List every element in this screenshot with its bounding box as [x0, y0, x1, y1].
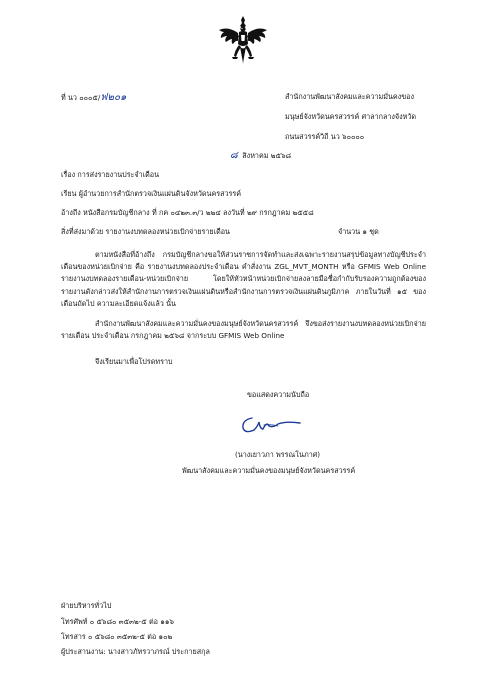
- body-paragraph-1: [61, 249, 426, 310]
- footer-fax: โทรสาร ๐ ๕๖๘๐ ๓๕๓๒-๕ ต่อ ๑๐๒: [61, 632, 173, 641]
- garuda-emblem: [216, 14, 270, 68]
- body-paragraph-2-text: สำนักงานพัฒนาสังคมและความมั่นคงของมนุษย์จังหวัดนครสวรรค์ จึงขอส่งรายงานงบทดลองหน่วยเบิกจ่ายรายเดือน ประจำเดือน กรกฎาคม ๒๕๖๘ จากระบบ GFMIS Web Online: [61, 319, 426, 341]
- subject-line: เรื่อง การส่งรายงานประจำเดือน: [61, 170, 160, 179]
- footer-phone: โทรศัพท์ ๐ ๕๖๘๐ ๓๕๓๒-๕ ต่อ ๑๑๖: [61, 617, 174, 626]
- signature: [238, 412, 308, 438]
- letter-date: [230, 151, 291, 161]
- signer-name: (นางเยาวภา พรรณโนภาศ): [235, 450, 321, 459]
- body-paragraph-3: จึงเรียนมาเพื่อโปรดทราบ: [95, 357, 173, 366]
- reference-number: [61, 93, 126, 103]
- sender-address-line-2: มนุษย์จังหวัดนครสวรรค์ ศาลากลางจังหวัด: [285, 112, 417, 121]
- addressee-line: เรียน ผู้อำนวยการสำนักตรวจเงินแผ่นดินจังหวัดนครสวรรค์: [61, 189, 242, 198]
- body-paragraph-1-text: ตามหนังสือที่อ้างถึง กรมบัญชีกลางขอให้ส่วนราชการจัดทำและส่งเฉพาะรายงานสรุปข้อมูลทางบัญชีประจำเดือนของหน่วยเบิกจ่าย คือ รายงานงบทดลองประจำเดือน คำสั่งงาน ZGL_MVT_MONTH หรือ GFMIS Web Online รายงานงบทดลองรายเดือน-หน่วยเบิกจ่าย โดยให้หัวหน้าหน่วยเบิกจ่ายลงลายมือชื่อกำกับรับรองความถูกต้องของรายงานดังกล่าวส่งให้สำนักงานการตรวจเงินแผ่นดินหรือสำนักงานการตรวจเงินแผ่นดินภูมิภาค ภายในวันที่ ๑๕ ของเดือนถัดไป ความละเอียดแจ้งแล้ว นั้น: [61, 250, 426, 308]
- footer-coordinator: ผู้ประสานงาน: นางสาวภัทรวาภรณ์ ประกายสกุล: [61, 647, 210, 656]
- closing-phrase: ขอแสดงความนับถือ: [247, 390, 310, 399]
- reference-number-label: ที่ นว ๐๐๐๕/: [61, 93, 101, 102]
- enclosure-line: สิ่งที่ส่งมาด้วย รายงานงบทดลองหน่วยเบิกจ่ายรายเดือน: [61, 227, 230, 236]
- sender-address-line-1: สำนักงานพัฒนาสังคมและความมั่นคงของ: [285, 92, 414, 101]
- reference-line: อ้างถึง หนังสือกรมบัญชีกลาง ที่ กค ๐๔๒๓.๓/ว ๒๒๔ ลงวันที่ ๒๙ กรกฎาคม ๒๕๕๘: [61, 208, 314, 217]
- body-paragraph-2: [61, 318, 426, 342]
- date-month-year: สิงหาคม ๒๕๖๘: [242, 151, 292, 160]
- enclosure-quantity: จำนวน ๑ ชุด: [338, 227, 379, 236]
- handwritten-reference: ฟ๒๐๑: [100, 92, 127, 103]
- handwritten-day: ๘: [230, 150, 238, 161]
- signer-position: พัฒนาสังคมและความมั่นคงของมนุษย์จังหวัดนครสวรรค์: [182, 466, 356, 475]
- footer-department: ฝ่ายบริหารทั่วไป: [61, 601, 112, 610]
- sender-address-line-3: ถนนสวรรค์วิถี นว ๖๐๐๐๐: [285, 132, 365, 141]
